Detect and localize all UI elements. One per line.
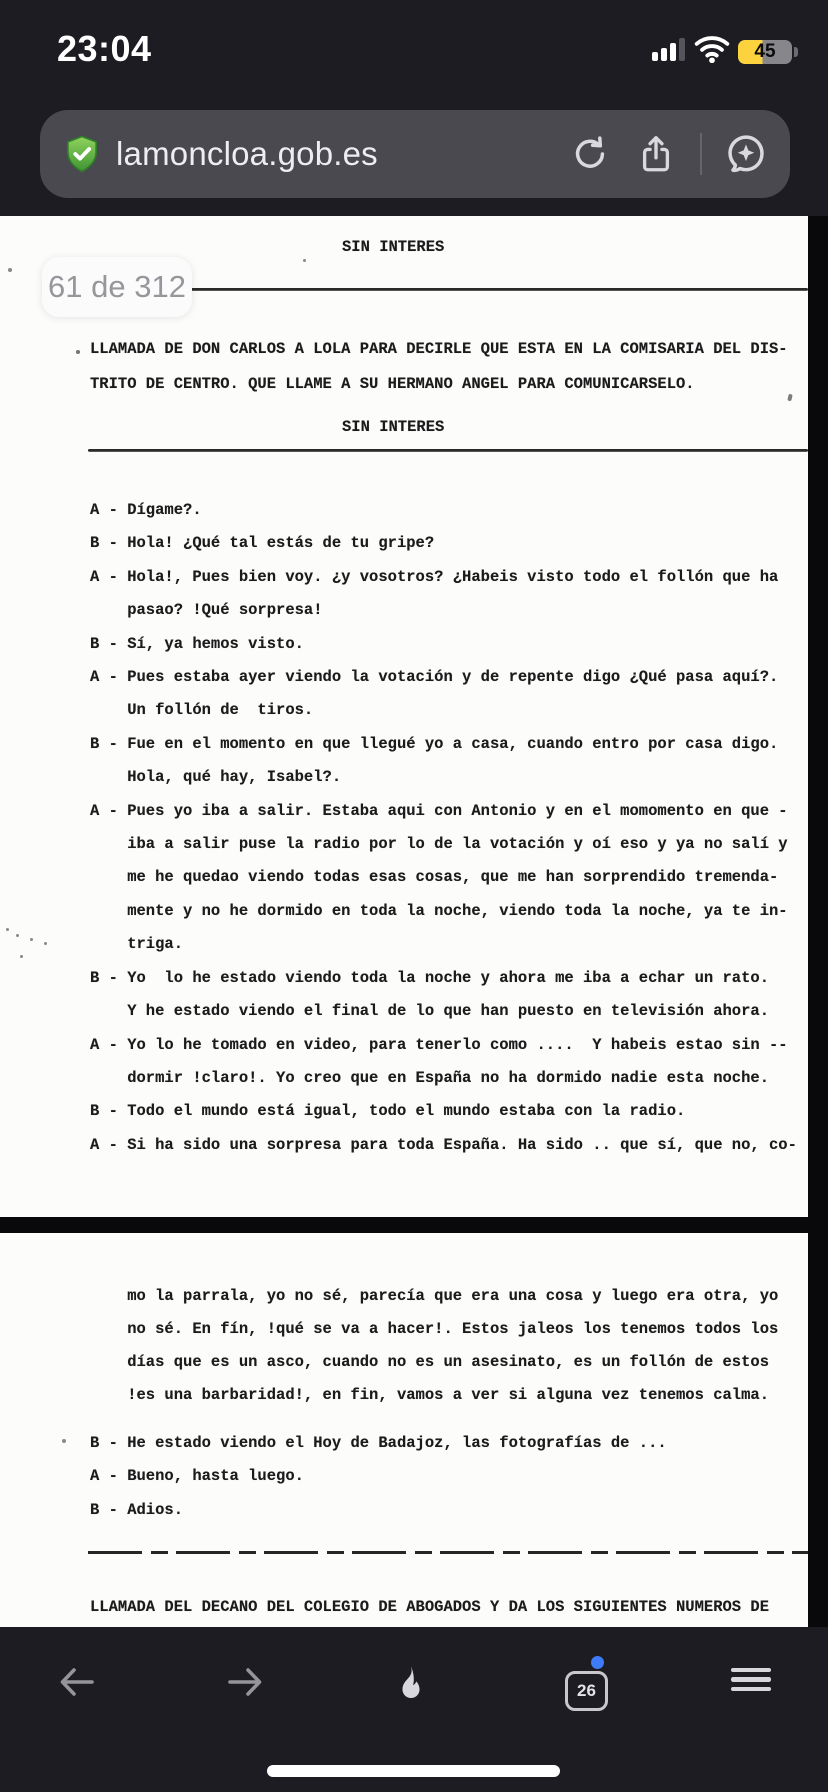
transcript-line: dormir !claro!. Yo creo que en España no ha dormido nadie esta noche. xyxy=(90,1068,770,1087)
transcript-line: mente y no he dormido en toda la noche, viendo toda la noche, ya te in- xyxy=(90,901,788,920)
scan-speck xyxy=(303,259,306,262)
flame-icon xyxy=(402,1666,419,1698)
scan-speck xyxy=(76,350,80,354)
share-icon xyxy=(635,133,677,175)
paragraph-block xyxy=(90,1280,778,1412)
hamburger-icon xyxy=(731,1668,771,1672)
battery-cap xyxy=(794,47,798,57)
transcript-line: A - Pues estaba ayer viendo la votación y de repente digo ¿Qué pasa aquí?. xyxy=(90,668,779,687)
transcript-line: A - Hola!, Pues bien voy. ¿y vosotros? ¿Habeis visto todo el follón que ha xyxy=(90,567,779,586)
cellular-signal-icon xyxy=(652,38,688,61)
transcript-line: Un follón de tiros. xyxy=(90,701,314,720)
transcript-line: B - He estado viendo el Hoy de Badajoz, las fotografías de ... xyxy=(90,1434,667,1452)
transcript-line: días que es un asco, cuando no es un asesinato, es un follón de estos xyxy=(90,1353,770,1371)
forward-button[interactable] xyxy=(223,1660,267,1704)
transcript-line: A - Pues yo iba a salir. Estaba aqui con Antonio y en el momomento en que - xyxy=(90,801,788,820)
transcript-line: B - Sí, ya hemos visto. xyxy=(90,634,304,653)
battery-icon xyxy=(738,40,792,64)
back-button[interactable] xyxy=(55,1660,99,1704)
transcript-line: A - Si ha sido una sorpresa para toda España. Ha sido .. que sí, que no, co- xyxy=(90,1135,797,1154)
forward-arrow-icon xyxy=(230,1670,260,1694)
status-time: 23:04 xyxy=(57,28,152,69)
battery-percent-label: 45 xyxy=(754,41,776,62)
transcript-line: B - Adios. xyxy=(90,1500,184,1519)
horizontal-rule xyxy=(88,449,808,452)
scan-speck xyxy=(44,942,47,945)
reload-icon xyxy=(569,133,611,175)
url-text[interactable]: lamoncloa.gob.es xyxy=(116,135,378,172)
scan-speck xyxy=(16,934,19,937)
footer-line: LLAMADA DEL DECANO DEL COLEGIO DE ABOGADOS Y DA LOS SIGUIENTES NUMEROS DE xyxy=(90,1598,770,1616)
transcript-line: !es una barbaridad!, en fin, vamos a ver si alguna vez tenemos calma. xyxy=(90,1386,770,1404)
transcript-line: mo la parrala, yo no sé, parecía que era una cosa y luego era otra, yo xyxy=(90,1287,779,1305)
summary-line: TRITO DE CENTRO. QUE LLAME A SU HERMANO ANGEL PARA COMUNICARSELO. xyxy=(90,375,695,393)
transcript-line: B - Fue en el momento en que llegué yo a casa, cuando entro por casa digo. xyxy=(90,734,779,753)
back-arrow-icon xyxy=(63,1670,93,1694)
horizontal-rule-dashed xyxy=(88,1551,808,1554)
scan-speck xyxy=(62,1439,66,1443)
transcript-line: pasao? !Qué sorpresa! xyxy=(90,601,323,620)
scan-speck xyxy=(787,394,793,402)
transcript-line: no sé. En fín, !qué se va a hacer!. Estos jaleos los tenemos todos los xyxy=(90,1320,779,1338)
reload-button[interactable] xyxy=(568,132,612,176)
section-header: SIN INTERES xyxy=(342,418,445,436)
summarize-button[interactable] xyxy=(724,132,768,176)
transcript-line: Y he estado viendo el final de lo que han puesto en televisión ahora. xyxy=(90,1002,770,1021)
menu-button[interactable] xyxy=(731,1668,771,1695)
section-header: SIN INTERES xyxy=(342,238,445,256)
scan-speck xyxy=(8,268,12,272)
pdf-page-2 xyxy=(0,1233,808,1627)
delete-browsing-data-button[interactable] xyxy=(388,1656,434,1706)
summary-line: LLAMADA DE DON CARLOS A LOLA PARA DECIRLE QUE ESTA EN LA COMISARIA DEL DIS- xyxy=(90,340,788,358)
transcript-line: A - Dígame?. xyxy=(90,501,202,519)
summary-block xyxy=(90,332,788,402)
tabs-badge-dot xyxy=(591,1656,604,1669)
scan-speck xyxy=(6,928,9,931)
transcript-line: triga. xyxy=(90,935,184,954)
scan-speck xyxy=(20,955,23,958)
transcript-line: A - Bueno, hasta luego. xyxy=(90,1467,304,1486)
urlbar-divider xyxy=(700,133,702,175)
horizontal-rule xyxy=(88,288,808,291)
tab-count-label: 26 xyxy=(577,1681,596,1700)
sparkle-bubble-icon xyxy=(724,132,768,176)
transcript-line: iba a salir puse la radio por lo de la votación y oí eso y ya no salí y xyxy=(90,835,788,854)
pdf-page-1 xyxy=(0,216,808,1217)
transcript-block xyxy=(90,494,797,1162)
transcript-line: B - Todo el mundo está igual, todo el mundo estaba con la radio. xyxy=(90,1102,686,1121)
pdf-viewport[interactable] xyxy=(0,216,828,1627)
tracking-protection-shield-icon[interactable] xyxy=(62,134,102,174)
dialogue-block xyxy=(90,1427,667,1527)
transcript-line: B - Hola! ¿Qué tal estás de tu gripe? xyxy=(90,534,435,553)
wifi-icon xyxy=(694,36,730,63)
transcript-line: B - Yo lo he estado viendo toda la noche y ahora me iba a echar un rato. xyxy=(90,968,770,987)
share-button[interactable] xyxy=(634,132,678,176)
transcript-line: Hola, qué hay, Isabel?. xyxy=(90,768,342,787)
transcript-line: me he quedao viendo todas esas cosas, que me han sorprendido tremenda- xyxy=(90,868,779,887)
scan-speck xyxy=(30,938,33,941)
tabs-button[interactable] xyxy=(565,1671,608,1711)
transcript-line: A - Yo lo he tomado en video, para tenerlo como .... Y habeis estao sin -- xyxy=(90,1035,788,1054)
address-bar[interactable] xyxy=(40,110,790,198)
page-indicator: 61 de 312 xyxy=(42,257,192,317)
home-indicator[interactable] xyxy=(267,1765,560,1777)
